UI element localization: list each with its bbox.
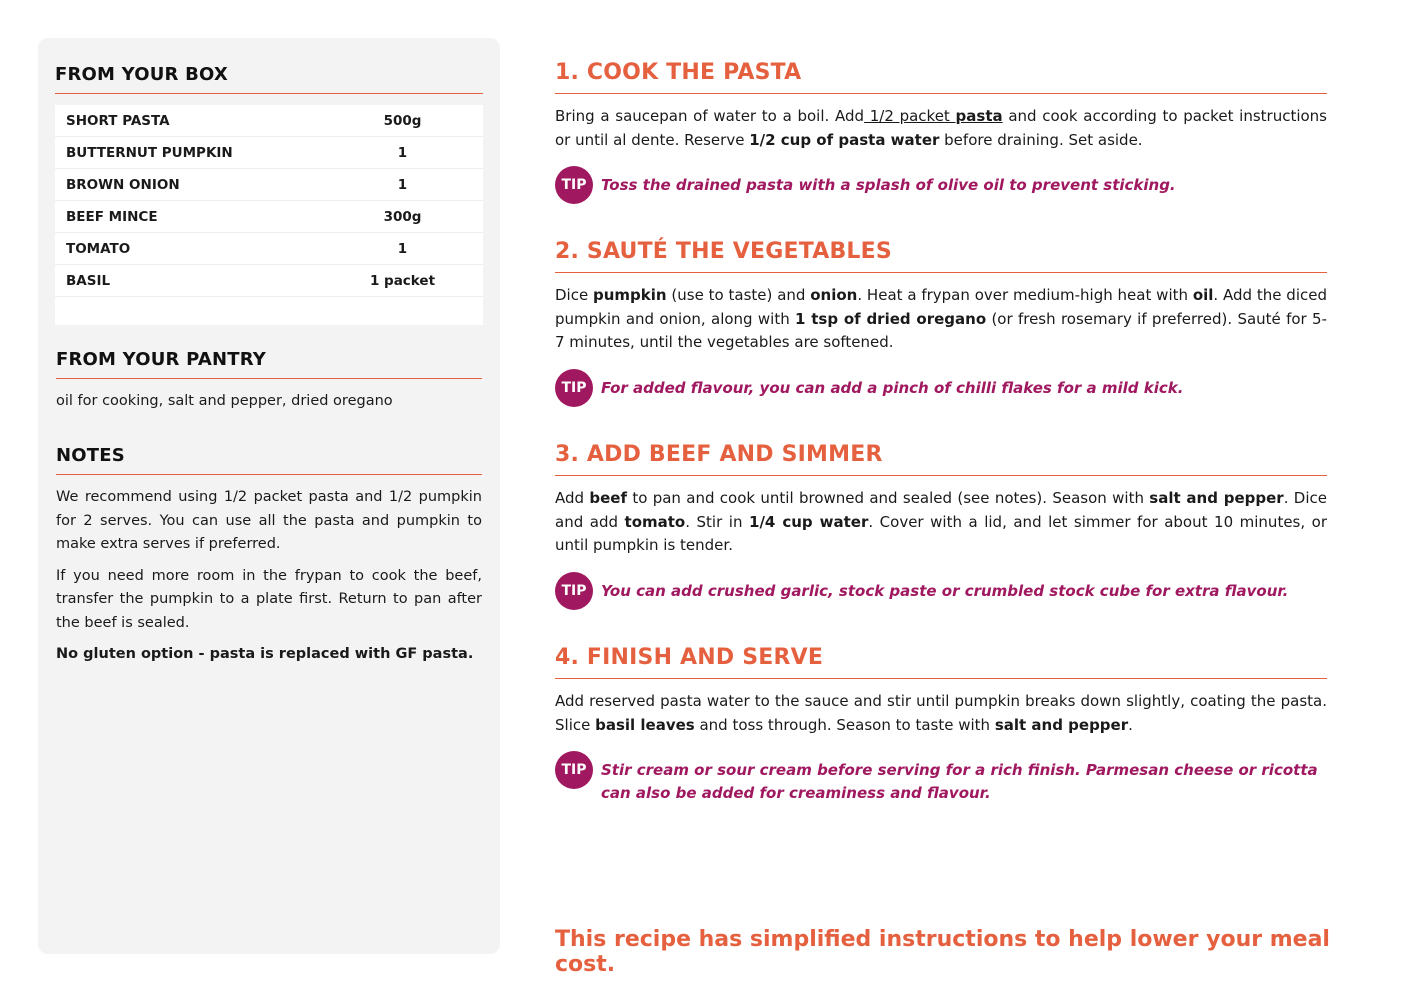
step-text-run: . Heat a frypan over medium-high heat with — [857, 286, 1193, 304]
table-row — [55, 137, 483, 169]
step-text-run: . Add the diced pumpkin and onion, along with — [555, 286, 1327, 328]
table-row — [55, 265, 483, 297]
step-text — [555, 284, 1327, 355]
ingredient-qty: 1 — [397, 176, 408, 193]
tip — [555, 751, 1327, 805]
tip-text: Stir cream or sour cream before serving for a rich finish. Parmesan cheese or ricotta can also be added for creaminess and flavour. — [601, 761, 1318, 802]
step-text-run: and toss through. Season to taste with — [694, 715, 995, 734]
footer-note: This recipe has simplified instructions to help lower your meal cost. — [555, 927, 1330, 977]
step-title: 1. COOK THE PASTA — [555, 60, 1327, 94]
from-your-pantry-section — [56, 349, 482, 409]
ingredient-name: TOMATO — [66, 240, 131, 257]
step-text-bold: 1/4 cup water — [749, 512, 869, 531]
step-text-run: . — [1128, 715, 1133, 734]
ingredient-name: BUTTERNUT PUMPKIN — [66, 144, 233, 161]
step-text-run: and cook according to packet instructions or until al dente. Reserve — [555, 107, 1327, 149]
step-text-bold: oil — [1192, 286, 1214, 304]
step-text-run: Add — [555, 489, 590, 507]
step-text-run: (use to taste) and — [666, 286, 811, 304]
tip-badge: TIP — [555, 166, 593, 204]
step-text-bold: tomato — [624, 512, 686, 531]
notes-gluten-option: No gluten option - pasta is replaced with GF pasta. — [56, 646, 474, 662]
ingredient-qty: 1 packet — [369, 272, 436, 289]
step-text — [555, 487, 1327, 558]
table-row — [55, 169, 483, 201]
ingredient-qty: 1 — [397, 144, 408, 161]
tip-badge: TIP — [555, 369, 593, 407]
from-your-box-section — [55, 64, 483, 325]
table-row — [55, 201, 483, 233]
step-title: 3. ADD BEEF AND SIMMER — [555, 442, 1327, 476]
ingredients-table — [55, 105, 483, 325]
step-2 — [555, 239, 1327, 407]
step-text-bold: beef — [589, 489, 627, 507]
step-text-bold: salt and pepper — [994, 715, 1129, 734]
ingredient-qty: 500g — [383, 112, 422, 129]
step-text-bold: 1/2 cup of pasta water — [749, 130, 940, 149]
step-text-run: Dice — [555, 286, 594, 304]
tip-text: For added flavour, you can add a pinch of chilli flakes for a mild kick. — [601, 378, 1184, 397]
ingredients-panel — [38, 38, 500, 954]
step-text-bold: pasta — [955, 107, 1003, 125]
notes-paragraph: We recommend using 1/2 packet pasta and 1/2 pumpkin for 2 serves. You can use all the pasta and pumpkin to make extra serves if preferred. — [56, 489, 482, 552]
tip-text: You can add crushed garlic, stock paste or crumbled stock cube for extra flavour. — [601, 581, 1289, 600]
notes-paragraph: If you need more room in the frypan to cook the beef, transfer the pumpkin to a plate first. Return to pan after the beef is sealed. — [56, 567, 482, 631]
from-your-box-title: FROM YOUR BOX — [55, 64, 483, 94]
step-text-run: . Cover with a lid, and let simmer for about 10 minutes, or until pumpkin is tender. — [555, 512, 1328, 554]
step-1 — [555, 60, 1327, 204]
from-your-pantry-title: FROM YOUR PANTRY — [56, 349, 482, 379]
step-text — [555, 690, 1327, 737]
step-text-bold: pumpkin — [593, 286, 667, 304]
step-text-run: (or fresh rosemary if preferred). Sauté for 5-7 minutes, until the vegetables are softened. — [555, 309, 1327, 351]
ingredient-qty: 300g — [383, 208, 422, 225]
step-text-run: to pan and cook until browned and sealed (see notes). Season with — [627, 489, 1150, 507]
step-text-run: 1/2 packet — [864, 107, 956, 125]
step-3 — [555, 442, 1327, 610]
step-text-run: Bring a saucepan of water to a boil. Add — [555, 107, 865, 125]
step-title: 4. FINISH AND SERVE — [555, 645, 1327, 679]
ingredient-name: BASIL — [66, 272, 111, 289]
step-text-bold: salt and pepper — [1149, 489, 1284, 507]
tip — [555, 572, 1327, 610]
step-text — [555, 105, 1327, 152]
ingredient-name: BROWN ONION — [66, 176, 180, 193]
step-text-run: . Stir in — [685, 512, 750, 531]
step-text-bold: 1 tsp of dried oregano — [795, 309, 987, 328]
step-text-run: Add reserved pasta water to the sauce and stir until pumpkin breaks down slightly, coating the pasta. Slice — [555, 692, 1327, 734]
step-title: 2. SAUTÉ THE VEGETABLES — [555, 239, 1327, 273]
step-text-run: before draining. Set aside. — [939, 130, 1143, 149]
step-text-underlined — [864, 107, 1003, 125]
step-4 — [555, 645, 1327, 805]
table-row — [55, 233, 483, 265]
ingredient-name: SHORT PASTA — [66, 112, 170, 129]
step-text-bold: basil leaves — [595, 715, 695, 734]
tip-badge: TIP — [555, 572, 593, 610]
step-text-run: . Dice and add — [555, 489, 1328, 531]
tip — [555, 369, 1327, 407]
pantry-text: oil for cooking, salt and pepper, dried oregano — [56, 393, 393, 409]
tip-text: Toss the drained pasta with a splash of olive oil to prevent sticking. — [601, 176, 1176, 194]
notes-title: NOTES — [56, 445, 482, 475]
table-row — [55, 105, 483, 137]
ingredient-qty: 1 — [397, 240, 408, 257]
ingredient-name: BEEF MINCE — [66, 208, 158, 225]
notes-body — [56, 486, 482, 667]
notes-section — [56, 445, 482, 667]
tip — [555, 166, 1327, 204]
tip-badge: TIP — [555, 751, 593, 789]
step-text-bold: onion — [810, 286, 858, 304]
